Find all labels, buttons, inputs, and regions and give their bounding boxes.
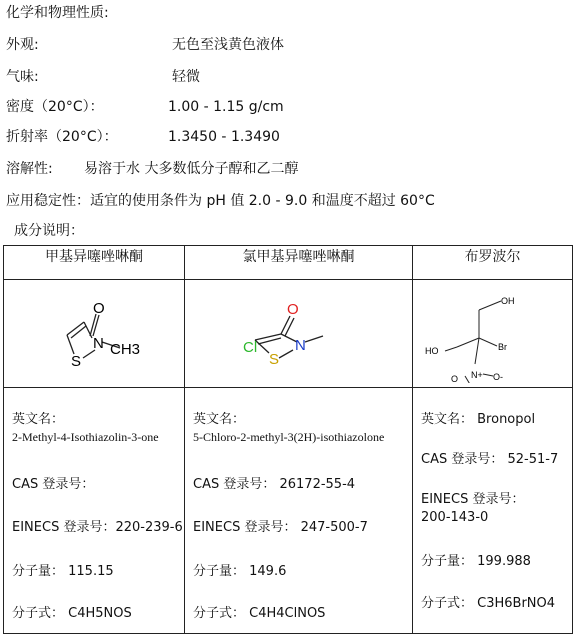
mit-einecs: EINECS 登录号：220-239-6 — [12, 520, 183, 535]
density-label: 密度（20°C）： — [6, 99, 104, 115]
mit-molecular-weight: 分子量： 115.15 — [12, 564, 114, 579]
refractive-index-label: 折射率（20°C）： — [6, 129, 118, 145]
ingredients-table — [3, 245, 573, 634]
structure-mit — [4, 280, 185, 383]
mit-nitrogen-label: N — [93, 335, 104, 352]
cmit-sulfur-label: S — [269, 351, 280, 368]
cmit-nitrogen-label: N — [295, 337, 306, 354]
bronopol-einecs-value: 200-143-0 — [421, 510, 489, 525]
solubility-value: 易溶于水 大多数低分子醇和乙二醇 — [84, 161, 299, 177]
stability-text: 应用稳定性：适宜的使用条件为 pH 值 2.0 - 9.0 和温度不超过 60°C — [6, 193, 435, 209]
solubility-label: 溶解性: — [6, 161, 53, 177]
cmit-en-label: 英文名： — [193, 412, 246, 427]
bronopol-formula: 分子式： C3H6BrNO4 — [421, 596, 556, 611]
cmit-molecular-weight: 分子量： 149.6 — [193, 564, 287, 579]
cmit-oxygen-label: O — [287, 301, 299, 318]
mit-sulfur-label: S — [71, 353, 82, 370]
structure-cmit — [185, 280, 413, 383]
bronopol-oh-label: OH — [501, 296, 515, 306]
mit-en-label: 英文名： — [12, 412, 65, 427]
bronopol-en-name: 英文名： Bronopol — [421, 412, 536, 427]
mit-cas: CAS 登录号： — [12, 477, 95, 492]
cmit-einecs: EINECS 登录号： 247-500-7 — [193, 520, 368, 535]
cmit-en-name: 5-Chloro-2-methyl-3(2H)-isothiazolone — [193, 430, 385, 444]
ingredient-name-mit: 甲基异噻唑啉酮 — [4, 246, 185, 280]
appearance-value: 无色至浅黄色液体 — [172, 37, 284, 53]
section-heading: 化学和物理性质: — [6, 5, 109, 21]
info-cell-mit — [4, 388, 185, 634]
structure-cell-cmit — [185, 280, 413, 388]
mit-methyl-label: CH3 — [110, 341, 141, 358]
bronopol-einecs-label: EINECS 登录号： — [421, 492, 525, 507]
bronopol-molecular-weight: 分子量： 199.988 — [421, 554, 531, 569]
bronopol-n-label: N+ — [471, 370, 483, 380]
mit-en-name: 2-Methyl-4-Isothiazolin-3-one — [12, 430, 159, 444]
density-value: 1.00 - 1.15 g/cm — [168, 99, 284, 115]
cmit-formula: 分子式： C4H4ClNOS — [193, 606, 326, 621]
odor-label: 气味: — [6, 69, 39, 85]
cmit-chlorine-label: Cl — [243, 339, 258, 356]
structure-bronopol — [413, 280, 573, 383]
bronopol-br-label: Br — [498, 342, 507, 352]
cmit-cas: CAS 登录号： 26172-55-4 — [193, 477, 356, 492]
mit-formula: 分子式： C4H5NOS — [12, 606, 132, 621]
ingredient-name-bronopol: 布罗波尔 — [413, 246, 573, 280]
odor-value: 轻微 — [172, 69, 200, 85]
bronopol-cas: CAS 登录号： 52-51-7 — [421, 452, 559, 467]
bronopol-o-label: O — [451, 374, 459, 383]
ingredients-heading: 成分说明： — [14, 223, 84, 239]
bronopol-o-minus-label: O- — [493, 372, 503, 382]
appearance-label: 外观: — [6, 37, 39, 53]
info-cell-bronopol — [413, 388, 573, 634]
bronopol-ho-label: HO — [425, 346, 439, 356]
mit-oxygen-label: O — [93, 300, 105, 317]
structure-cell-bronopol — [413, 280, 573, 388]
info-cell-cmit — [185, 388, 413, 634]
refractive-index-value: 1.3450 - 1.3490 — [168, 129, 280, 145]
structure-cell-mit — [4, 280, 185, 388]
ingredient-name-cmit: 氯甲基异噻唑啉酮 — [185, 246, 413, 280]
